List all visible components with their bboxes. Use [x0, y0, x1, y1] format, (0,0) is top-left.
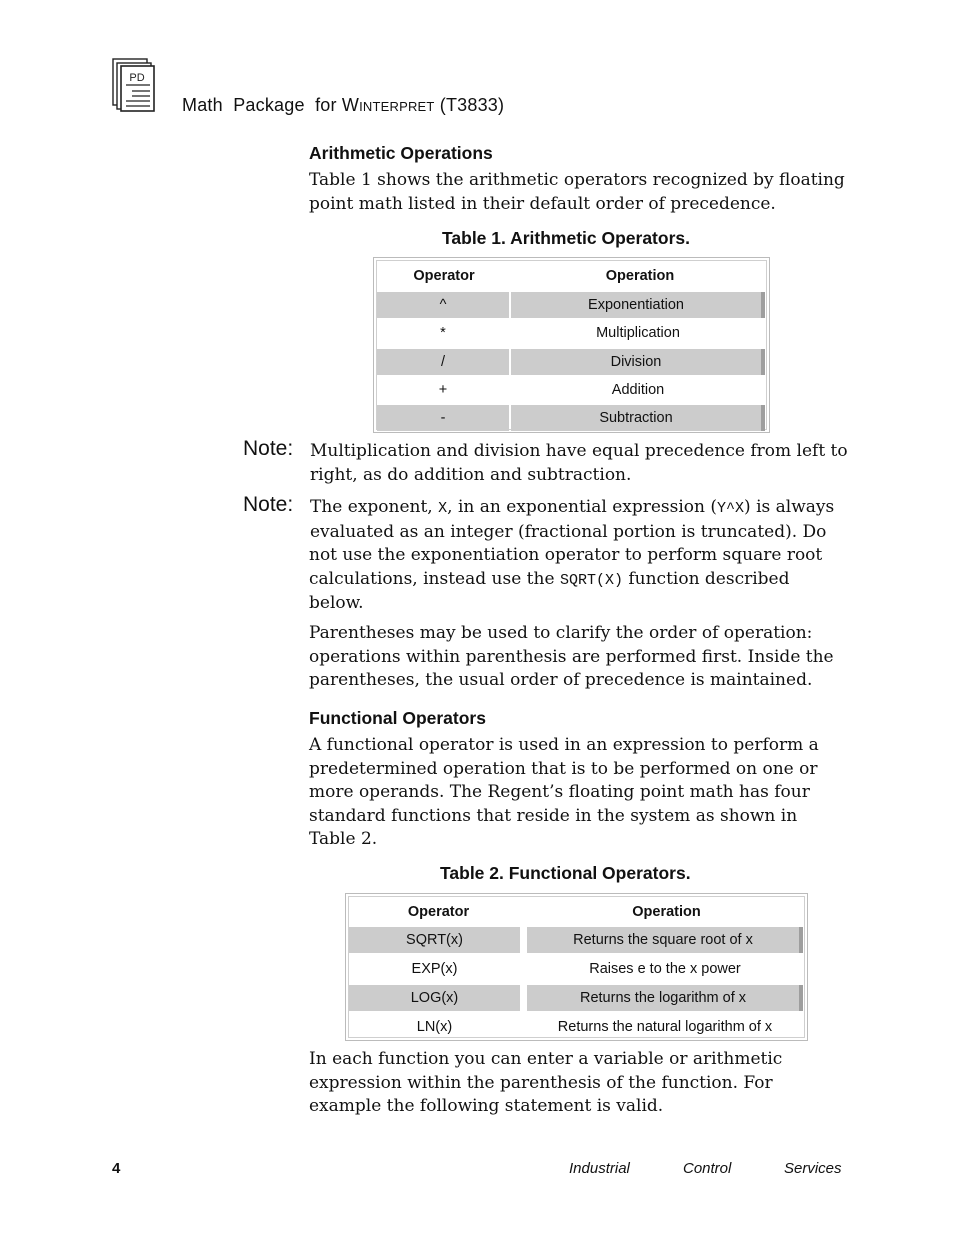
code-run: Y^X — [717, 500, 745, 517]
table-header-row — [349, 899, 804, 925]
text-line: example the following statement is valid. — [309, 1096, 664, 1116]
document-stack-icon — [112, 58, 156, 112]
text-line: operations within parenthesis are performed first. Inside the — [309, 646, 834, 667]
operator-cell: + — [438, 382, 448, 398]
table-row — [349, 956, 804, 982]
code-run: X — [438, 500, 448, 517]
footer-word: Control — [683, 1160, 732, 1177]
text-line: expression within the parenthesis of the function. For — [309, 1072, 773, 1093]
column-header-operation: Operation — [605, 268, 675, 284]
text-line: point math listed in their default order of precedence. — [309, 193, 776, 214]
note-label: Note: — [243, 437, 294, 460]
text-line: more operands. The Regent’s floating point math has four — [309, 782, 810, 802]
operation-cell: Addition — [611, 382, 665, 398]
text-line: Table 2. — [309, 829, 378, 849]
note-label: Note: — [243, 493, 294, 516]
section-heading-functional: Functional Operators — [309, 708, 486, 728]
text-run: calculations, instead use the — [309, 568, 560, 589]
text-line: standard functions that reside in the system as shown in — [309, 805, 798, 826]
note2-text — [309, 496, 849, 616]
operation-cell: Exponentiation — [511, 292, 765, 318]
footer-word: Industrial — [569, 1160, 630, 1177]
text-line: not use the exponentiation operator to perform square root — [309, 545, 823, 565]
operator-cell: - — [377, 405, 509, 431]
text-line — [309, 496, 849, 521]
operation-cell: Returns the square root of x — [527, 927, 803, 953]
text-line: predetermined operation that is to be performed on one or — [309, 758, 818, 779]
column-header-operator: Operator — [413, 268, 475, 284]
text-run: , in an exponential expression ( — [447, 497, 718, 517]
operator-cell: * — [440, 325, 446, 341]
text-line: A functional operator is used in an expression to perform a — [309, 735, 819, 755]
text-line: parentheses, the usual order of precedence is maintained. — [309, 670, 813, 690]
operation-cell: Subtraction — [511, 405, 765, 431]
text-line: In each function you can enter a variable or arithmetic — [309, 1049, 783, 1069]
table2-caption: Table 2. Functional Operators. — [440, 863, 691, 883]
operation-cell: Returns the natural logarithm of x — [557, 1019, 773, 1035]
table-row — [377, 292, 766, 318]
operator-cell: LN(x) — [416, 1019, 453, 1035]
table-header-row — [377, 263, 766, 289]
operator-cell: ^ — [377, 292, 509, 318]
text-run: The exponent, — [310, 497, 439, 517]
operator-cell: / — [377, 349, 509, 375]
operator-cell: SQRT(x) — [349, 927, 520, 953]
header-prefix: Math Package for — [182, 95, 342, 115]
text-run: ) is always — [744, 497, 835, 517]
column-header-operation: Operation — [632, 904, 701, 920]
operator-cell: LOG(x) — [349, 985, 520, 1011]
table-row — [377, 377, 766, 403]
table-row — [349, 985, 804, 1011]
note1-text — [310, 440, 850, 487]
table1-caption: Table 1. Arithmetic Operators. — [442, 228, 690, 248]
text-run: function described — [622, 568, 790, 589]
page-number: 4 — [112, 1160, 121, 1177]
parentheses-paragraph — [309, 622, 849, 693]
text-line: below. — [309, 593, 364, 613]
arithmetic-intro — [309, 169, 849, 216]
table-row — [377, 349, 766, 375]
section-heading-arithmetic: Arithmetic Operations — [309, 143, 493, 163]
text-line: Table 1 shows the arithmetic operators recognized by floating — [309, 170, 845, 190]
table-arithmetic-operators — [373, 257, 770, 433]
closing-paragraph — [309, 1048, 849, 1119]
text-line — [309, 568, 849, 593]
header-brand: Winterpret — [341, 95, 435, 115]
footer-word: Services — [784, 1160, 842, 1177]
table-functional-operators — [345, 893, 808, 1041]
text-line: Parentheses may be used to clarify the order of operation: — [309, 623, 813, 643]
icon-text: PD — [129, 72, 145, 84]
table-row — [349, 1014, 804, 1040]
table-row — [377, 405, 766, 431]
code-run: SQRT(X) — [559, 571, 623, 589]
operation-cell: Division — [511, 349, 765, 375]
table-row — [377, 320, 766, 346]
header-suffix: (T3833) — [434, 95, 505, 115]
column-header-operator: Operator — [407, 904, 470, 920]
text-line: Multiplication and division have equal precedence from left to — [310, 441, 848, 461]
operation-cell: Multiplication — [596, 325, 680, 341]
operation-cell: Raises e to the x power — [589, 961, 741, 977]
operator-cell: EXP(x) — [411, 961, 458, 977]
table-row — [349, 927, 804, 953]
operation-cell: Returns the logarithm of x — [527, 985, 803, 1011]
running-header — [182, 95, 504, 116]
text-line: evaluated as an integer (fractional portion is truncated). Do — [310, 521, 827, 542]
text-line: right, as do addition and subtraction. — [310, 464, 632, 485]
functional-intro — [309, 734, 849, 852]
